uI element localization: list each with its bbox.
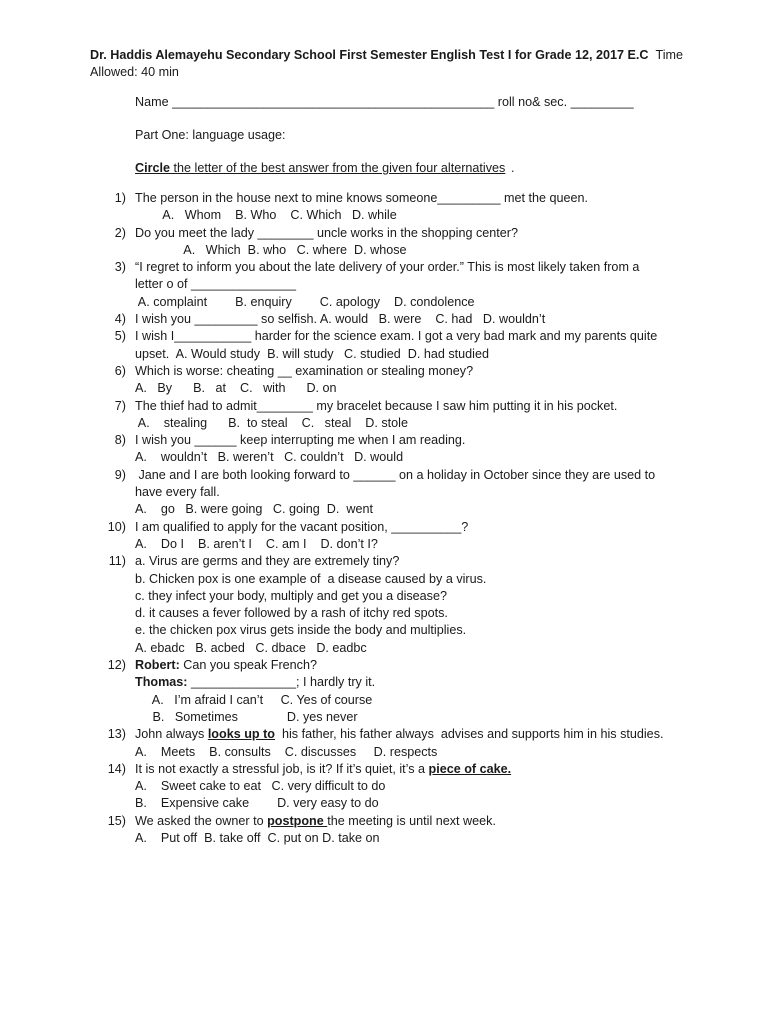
question-line: a. Virus are germs and they are extremely tiny? xyxy=(135,554,400,569)
question-number: 4) xyxy=(114,312,126,327)
instruction-period: . xyxy=(511,161,515,175)
emphasized-phrase: piece of cake. xyxy=(428,761,512,776)
question-line: I wish you _________ so selfish. A. would B. were C. had D. wouldn’t xyxy=(135,312,546,327)
question-number: 10) xyxy=(107,519,126,534)
emphasized-phrase: looks up to xyxy=(207,727,275,742)
time-allowed: Allowed: 40 min xyxy=(90,65,179,79)
question-line-cont: A. wouldn’t B. weren’t C. couldn’t D. would xyxy=(135,450,404,465)
question-number: 1) xyxy=(114,191,126,205)
question-line: Thomas: _______________; I hardly try it. xyxy=(135,675,376,690)
question-line: I wish I___________ harder for the science exam. I got a very bad mark and my parents quite xyxy=(135,329,658,344)
name-roll-line: Name ______________________________________________ roll no& sec. _________ xyxy=(135,95,634,109)
test-header xyxy=(90,47,690,81)
question-number: 12) xyxy=(107,658,126,673)
question-line-cont: have every fall. xyxy=(135,485,220,500)
question-line: The person in the house next to mine knows someone_________ met the queen. xyxy=(135,191,588,205)
question-item xyxy=(0,190,665,225)
question-line: “I regret to inform you about the late delivery of your order.” This is most likely taken from a xyxy=(135,260,640,275)
part-one-heading: Part One: language usage: xyxy=(135,128,286,142)
question-number: 14) xyxy=(107,761,126,776)
question-line-cont: d. it causes a fever followed by a rash of itchy red spots. xyxy=(135,606,448,621)
question-item xyxy=(0,363,665,398)
question-line: I am qualified to apply for the vacant position, __________? xyxy=(135,519,469,534)
question-number: 6) xyxy=(114,363,126,378)
question-line-cont: A. Do I B. aren’t I C. am I D. don’t I? xyxy=(135,536,378,551)
question-item xyxy=(0,813,665,848)
speaker-thomas: Thomas: xyxy=(135,675,188,690)
question-line-cont: A. Which B. who C. where D. whose xyxy=(135,242,407,257)
question-line-cont: A. complaint B. enquiry C. apology D. condolence xyxy=(135,294,475,309)
question-item xyxy=(0,432,665,467)
question-item xyxy=(0,467,665,519)
test-title: Dr. Haddis Alemayehu Secondary School First Semester English Test I for Grade 12, 2017 E.C xyxy=(90,48,649,62)
question-line-cont: upset. A. Would study B. will study C. studied D. had studied xyxy=(135,346,489,361)
question-line: Jane and I are both looking forward to ______ on a holiday in October since they are used to xyxy=(135,467,656,482)
question-item xyxy=(0,657,665,726)
instruction-line xyxy=(135,160,505,177)
question-line-cont: c. they infect your body, multiply and get you a disease? xyxy=(135,588,447,603)
question-line-cont: e. the chicken pox virus gets inside the body and multiplies. xyxy=(135,623,467,638)
question-number: 11) xyxy=(108,554,126,569)
question-line-cont: b. Chicken pox is one example of a disease caused by a virus. xyxy=(135,571,487,586)
question-number: 3) xyxy=(114,260,126,275)
answer-options: A. Sweet cake to eat C. very difficult to do xyxy=(135,779,386,794)
answer-options: B. Expensive cake D. very easy to do xyxy=(135,796,379,811)
question-line: John always looks up to his father, his father always advises and supports him in his studies. xyxy=(135,727,664,742)
question-line-cont: A. By B. at C. with D. on xyxy=(135,381,337,396)
question-number: 13) xyxy=(107,727,126,742)
question-line-cont: A. stealing B. to steal C. steal D. stole xyxy=(135,415,408,430)
question-number: 7) xyxy=(114,398,126,413)
question-item xyxy=(0,311,665,328)
question-number: 2) xyxy=(114,225,126,240)
question-list xyxy=(0,190,768,847)
question-line-cont: A. ebadc B. acbed C. dbace D. eadbc xyxy=(135,640,367,655)
question-number: 5) xyxy=(114,329,126,344)
question-number: 15) xyxy=(107,813,126,828)
question-line: The thief had to admit________ my bracelet because I saw him putting it in his pocket. xyxy=(135,398,618,413)
question-item xyxy=(0,259,665,311)
question-item xyxy=(0,328,665,363)
question-line: We asked the owner to postpone the meeting is until next week. xyxy=(135,813,496,828)
question-line-cont: A. go B. were going C. going D. went xyxy=(135,502,374,517)
question-number: 9) xyxy=(114,467,126,482)
question-item xyxy=(0,553,665,657)
question-item xyxy=(0,726,665,761)
question-line: Do you meet the lady ________ uncle works in the shopping center? xyxy=(135,225,518,240)
question-item xyxy=(0,398,665,433)
answer-options: A. I’m afraid I can’t C. Yes of course xyxy=(135,692,373,707)
question-item xyxy=(0,519,665,554)
question-number: 8) xyxy=(114,433,126,448)
question-line: I wish you ______ keep interrupting me when I am reading. xyxy=(135,433,466,448)
answer-options: A. Put off B. take off C. put on D. take on xyxy=(135,830,380,845)
answer-options: B. Sometimes D. yes never xyxy=(135,709,358,724)
instruction-bold: Circle xyxy=(135,161,171,175)
question-item xyxy=(0,225,665,260)
instruction-text: the letter of the best answer from the given four alternatives xyxy=(170,161,506,175)
question-line: Robert: Can you speak French? xyxy=(135,658,317,673)
question-item xyxy=(0,761,665,813)
question-line-cont: A. Whom B. Who C. Which D. while xyxy=(135,208,397,223)
speaker-robert: Robert: xyxy=(135,658,180,673)
question-line: It is not exactly a stressful job, is it? If it’s quiet, it’s a piece of cake. xyxy=(135,761,512,776)
question-line: Which is worse: cheating __ examination or stealing money? xyxy=(135,363,474,378)
answer-options: A. Meets B. consults C. discusses D. respects xyxy=(135,744,438,759)
time-label: Time xyxy=(655,48,684,62)
emphasized-phrase: postpone xyxy=(267,813,328,828)
question-line-cont: letter o of _______________ xyxy=(135,277,297,292)
